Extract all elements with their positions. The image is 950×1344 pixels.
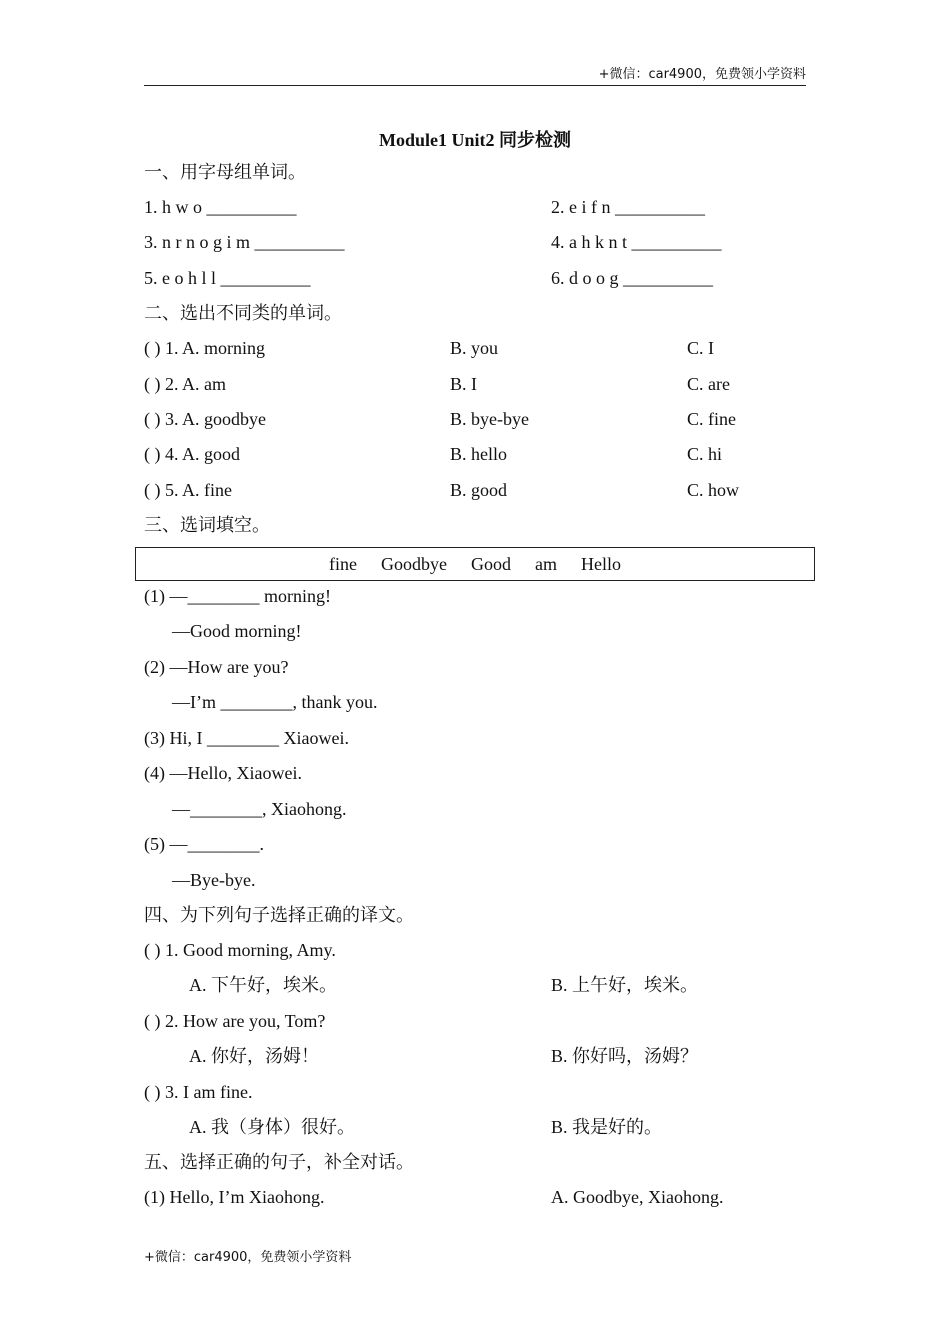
section3-line: —________, Xiaohong. — [172, 799, 347, 819]
section2-row1-a: ( ) 1. A. morning — [144, 338, 265, 358]
section4-question-2: ( ) 2. How are you, Tom? — [144, 1011, 326, 1031]
section4-question-3: ( ) 3. I am fine. — [144, 1082, 253, 1102]
section1-item-5: 5. e o h l l __________ — [144, 268, 311, 288]
section3-line: (2) —How are you? — [144, 657, 289, 677]
section4-heading: 四、为下列句子选择正确的译文。 — [144, 905, 414, 925]
page-title: Module1 Unit2 同步检测 — [378, 130, 571, 150]
section1-item-6: 6. d o o g __________ — [551, 268, 713, 288]
section2-row1-c: C. I — [687, 338, 714, 358]
section1-item-3: 3. n r n o g i m __________ — [144, 232, 345, 252]
section2-row4-c: C. hi — [687, 444, 723, 464]
section3-line: (3) Hi, I ________ Xiaowei. — [144, 728, 349, 748]
page-header: +微信：car4900，免费领小学资料 — [144, 64, 806, 86]
section4-q2-option-a: A. 你好，汤姆！ — [189, 1046, 319, 1066]
section4-q3-option-b: B. 我是好的。 — [551, 1117, 663, 1137]
section3-line: (4) —Hello, Xiaowei. — [144, 763, 302, 783]
section2-row3-c: C. fine — [687, 409, 736, 429]
page-footer: +微信：car4900，免费领小学资料 — [144, 1250, 352, 1265]
section2-row3-a: ( ) 3. A. goodbye — [144, 409, 266, 429]
section4-q1-option-b: B. 上午好，埃米。 — [551, 975, 699, 995]
section3-line: (1) —________ morning! — [144, 586, 331, 606]
section1-item-1: 1. h w o __________ — [144, 197, 297, 217]
section2-row2-b: B. I — [450, 374, 477, 394]
section1-item-4: 4. a h k n t __________ — [551, 232, 722, 252]
section2-row5-c: C. how — [687, 480, 740, 500]
word-bank-word: Goodbye — [380, 553, 447, 574]
section1-item-2: 2. e i f n __________ — [551, 197, 705, 217]
section4-q1-option-a: A. 下午好，埃米。 — [189, 975, 337, 995]
section2-row4-b: B. hello — [450, 444, 507, 464]
section2-row5-b: B. good — [450, 480, 508, 500]
section2-row2-a: ( ) 2. A. am — [144, 374, 226, 394]
section4-q3-option-a: A. 我（身体）很好。 — [189, 1117, 355, 1137]
section5-heading: 五、选择正确的句子，补全对话。 — [144, 1152, 414, 1172]
section2-row3-b: B. bye-bye — [450, 409, 529, 429]
section2-row2-c: C. are — [687, 374, 730, 394]
section2-row5-a: ( ) 5. A. fine — [144, 480, 232, 500]
word-bank-word: am — [534, 553, 557, 574]
word-bank-box — [135, 547, 815, 581]
word-bank-word: fine — [329, 553, 357, 574]
section5-line1-right: A. Goodbye, Xiaohong. — [551, 1187, 724, 1207]
word-bank-word: Good — [470, 553, 511, 574]
section2-heading: 二、选出不同类的单词。 — [144, 303, 342, 323]
word-bank-word: Hello — [580, 553, 621, 574]
section3-line: (5) —________. — [144, 834, 264, 854]
section4-q2-option-b: B. 你好吗，汤姆？ — [551, 1046, 699, 1066]
section3-heading: 三、选词填空。 — [144, 515, 270, 535]
section2-row4-a: ( ) 4. A. good — [144, 444, 240, 464]
section4-question-1: ( ) 1. Good morning, Amy. — [144, 940, 336, 960]
section1-heading: 一、用字母组单词。 — [144, 162, 306, 182]
section3-line: —Bye-bye. — [172, 870, 256, 890]
section5-line1-left: (1) Hello, I’m Xiaohong. — [144, 1187, 325, 1207]
section3-line: —I’m ________, thank you. — [172, 692, 378, 712]
section3-line: —Good morning! — [172, 621, 302, 641]
section2-row1-b: B. you — [450, 338, 499, 358]
